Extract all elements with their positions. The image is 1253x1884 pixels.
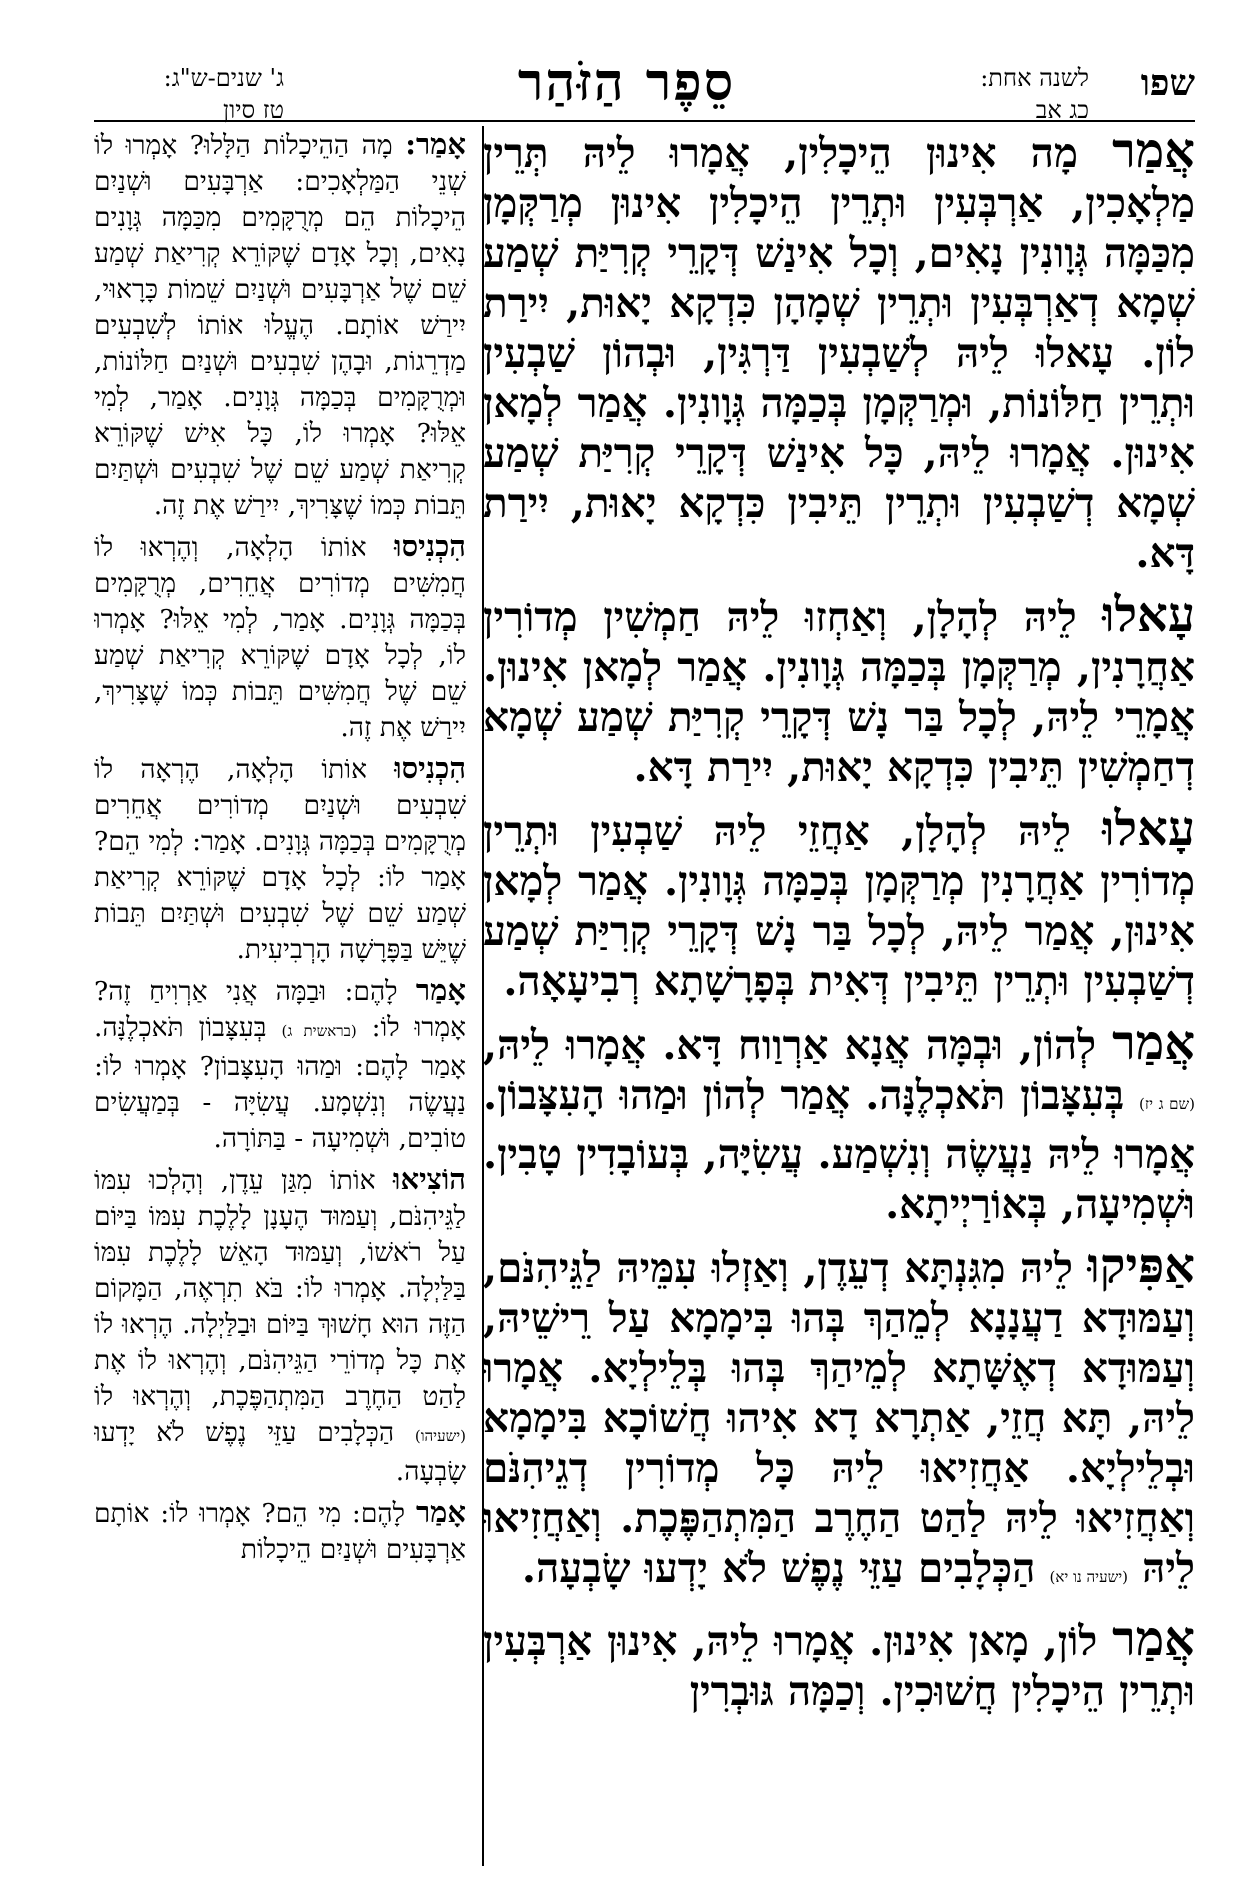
paragraph-lead-word: עָאלוּ (1102, 587, 1195, 643)
page-header (0, 0, 1253, 124)
one-year-schedule-label: לשנה אחת: (980, 64, 1089, 92)
paragraph-text: מָה אִינוּן הֵיכָלִין, אֲמָרוּ לֵיהּ תְּרֵין מַלְאָכִין, אַרְבְּעִין וּתְרֵין הֵיכָלִין אִינוּן מְרַקְּמָן מִכַּמָּה גְּוָונִין נָאִים, וְכָל אִינַשׁ דְּקָרֵי קְרִיַּת שְׁמַע שְׁמָא דְאַרְבְּעִין וּתְרֵין שְׁמָהָן כִּדְקָא יָאוּת, יִירַת לוֹן. עָאלוּ לֵיהּ לְשַׁבְעִין דַּרְגִּין, וּבְהוֹן שַׁבְעִין וּתְרֵין חַלּוֹנוֹת, וּמְרַקְּמָן בְּכַמָּה גְּוָונִין. אֲמַר לְמָאן אִינוּן. אֲמָרוּ לֵיהּ, כָּל אִינַשׁ דְּקָרֵי קְרִיַּת שְׁמַע שְׁמָא דְשַׁבְעִין וּתְרֵין תֵּיבִין כִּדְקָא יָאוּת, יִירַת דָּא. (483, 129, 1195, 577)
paragraph-text-continued: הַכְּלָבִים עַזֵּי נֶפֶשׁ לֹא יָדְעוּ שָׂבְעָה. (521, 1544, 1036, 1592)
paragraph-text: מָה הַהֵיכָלוֹת הַלָּלוּ? אָמְרוּ לוֹ שְׁנֵי הַמַּלְאָכִים: אַרְבָּעִים וּשְׁנַיִם הֵיכָלוֹת הֵם מְרֻקָּמִים מִכַּמָּה גְּוָנִים נָאִים, וְכָל אָדָם שֶׁקּוֹרֵא קְרִיאַת שְׁמַע שֵׁם שֶׁל אַרְבָּעִים וּשְׁנַיִם שֵׁמוֹת כָּרָאוּי, יִירַשׁ אוֹתָם. הֶעֱלוּ אוֹתוֹ לְשִׁבְעִים מַדְרֵגוֹת, וּבָהֶן שִׁבְעִים וּשְׁנַיִם חַלּוֹנוֹת, וּמְרֻקָּמִים בְּכַמָּה גְּוָנִים. אָמַר, לְמִי אֵלּוּ? אָמְרוּ לוֹ, כָּל אִישׁ שֶׁקּוֹרֵא קְרִיאַת שְׁמַע שֵׁם שֶׁל שִׁבְעִים וּשְׁתַּיִם תֵּבוֹת כְּמוֹ שֶׁצָּרִיךְ, יִירַשׁ אֶת זֶה. (94, 130, 466, 521)
paragraph-lead-word: אָמַר: (405, 127, 466, 161)
aramaic-paragraph (483, 587, 1195, 792)
aramaic-paragraph (483, 1015, 1195, 1229)
paragraph-text: לוֹן, מָאן אִינוּן. אֲמָרוּ לֵיהּ, אִינוּן אַרְבְּעִין וּתְרֵין הֵיכָלִין חֲשׁוּכִין. וְכַמָּה גּוּבְרִין (483, 1617, 1195, 1715)
paragraph-text: אוֹתוֹ הָלְאָה, הֶרְאָה לוֹ שִׁבְעִים וּשְׁנַיִם מְדוֹרִים אֲחֵרִים מְרֻקָּמִים בְּכַמָּה גְּוָנִים. אָמַר: לְמִי הֵם? אָמַר לוֹ: לְכָל אָדָם שֶׁקּוֹרֵא קְרִיאַת שְׁמַע שֵׁם שֶׁל שִׁבְעִים וּשְׁתַּיִם תֵּבוֹת שֶׁיֵּשׁ בַּפָּרָשָׁה הָרְבִיעִית. (94, 754, 466, 965)
translation-paragraph (94, 750, 466, 968)
verse-reference: (בראשית ג) (281, 1022, 357, 1040)
paragraph-text: לֵיהּ מִגִּנְתָּא דְעֵדֶן, וְאַזְלוּ עִמֵּיהּ לַגֵּיהִנֹּם, וְעַמּוּדָא דַעֲנָנָא לְמֵהַךְ בְּהוּ בִּימָמָא עַל רֵישֵׁיהּ, וְעַמּוּדָא דְאֶשָּׁתָא לְמֵיהַךְ בְּהוּ בְּלֵילְיָא. אֲמָרוּ לֵיהּ, תָּא חֲזֵי, אַתְרָא דָא אִיהוּ חֲשׁוֹכָא בִּימָמָא וּבְלֵילְיָא. אַחֲזִיאוּ לֵיהּ כָּל מְדוֹרִין דְגֵיהִנֹּם וְאַחֲזִיאוּ לֵיהּ לַהַט הַחֶרֶב הַמִּתְהַפֶּכֶת. וְאַחֲזִיאוּ לֵיהּ (483, 1244, 1195, 1592)
hebrew-translation-column (94, 126, 466, 1866)
paragraph-lead-word: הוֹצִיאוּ (393, 1162, 466, 1196)
paragraph-lead-word: הִכְנִיסוּ (394, 529, 466, 563)
paragraph-lead-word: אָמַר (415, 973, 466, 1007)
aramaic-paragraph (483, 126, 1195, 578)
translation-paragraph (94, 1161, 466, 1490)
paragraph-text: לֵיהּ לְהָלָן, וְאַחְזוּ לֵיהּ חַמְשִׁין מְדוֹרִין אַחֲרָנִין, מְרַקְּמָן בְּכַמָּה גְּוָונִין. אֲמַר לְמָאן אִינוּן. אֲמָרֵי לֵיהּ, לְכָל בַּר נָשׁ דְּקָרֵי קְרִיַּת שְׁמַע שְׁמָא דְחַמְשִׁין תֵּיבִין כִּדְקָא יָאוּת, יִירַת דָּא. (483, 593, 1195, 791)
paragraph-lead-word: אֲמַר (1112, 1611, 1195, 1667)
paragraph-text: לָהֶם: מִי הֵם? אָמְרוּ לוֹ: אוֹתָם אַרְבָּעִים וּשְׁנַיִם הֵיכָלוֹת (94, 1498, 466, 1565)
verse-reference: (ישעיה נו יא) (1049, 1568, 1129, 1586)
header-rule (94, 120, 1195, 122)
three-year-schedule-date: טז סיון (222, 96, 284, 124)
column-separator (482, 126, 484, 1866)
paragraph-text: אוֹתוֹ מִגַּן עֵדֶן, וְהָלְכוּ עִמּוֹ לַגֵּיהִנֹּם, וְעַמּוּד הֶעָנָן לָלֶכֶת עִמּוֹ בַּיּוֹם עַל רֹאשׁוֹ, וְעַמּוּד הָאֵשׁ לָלֶכֶת עִמּוֹ בַּלַּיְלָה. אָמְרוּ לוֹ: בֹּא תִרְאֶה, הַמָּקוֹם הַזֶּה הוּא חָשׁוּךְ בַּיּוֹם וּבַלַּיְלָה. הֶרְאוּ לוֹ אֶת כָּל מְדוֹרֵי הַגֵּיהִנֹּם, וְהֶרְאוּ לוֹ אֶת לַהַט הַחֶרֶב הַמִּתְהַפֶּכֶת, וְהֶרְאוּ לוֹ (94, 1165, 466, 1412)
paragraph-text-continued: בְּעִצָּבוֹן תֹּאכְלֶנָּה. אָמַר לָהֶם: וּמַהוּ הָעִצָּבוֹן? אָמְרוּ לוֹ: נַעֲשֶׂה וְנִשְׁמָע. עֲשִׂיָּה - בְּמַעֲשִׂים טוֹבִים, וּשְׁמִיעָה - בַּתּוֹרָה. (94, 1012, 466, 1154)
paragraph-text: אוֹתוֹ הָלְאָה, וְהֶרְאוּ לוֹ חֲמִשִּׁים מְדוֹרִים אֲחֵרִים, מְרֻקָּמִים בְּכַמָּה גְּוָנִים. אָמַר, לְמִי אֵלּוּ? אָמְרוּ לוֹ, לְכָל אָדָם שֶׁקּוֹרֵא קְרִיאַת שְׁמַע שֵׁם שֶׁל חֲמִשִּׁים תֵּבוֹת כְּמוֹ שֶׁצָּרִיךְ, יִירַשׁ אֶת זֶה. (94, 532, 466, 743)
book-title: סֵפֶר הַזֹּהַר (517, 52, 736, 113)
aramaic-paragraph (483, 1238, 1195, 1602)
three-year-schedule (94, 62, 284, 126)
paragraph-text: לָהֶם: וּבַמָּה אֲנִי אַרְוִיחַ זֶה? אָמְרוּ לוֹ: (94, 976, 466, 1043)
three-year-schedule-label: ג' שנים-ש"ג: (163, 64, 284, 92)
translation-paragraph (94, 528, 466, 746)
aramaic-text-column (483, 126, 1195, 1866)
paragraph-text: לֵיהּ לְהָלָן, אַחֲזֵי לֵיהּ שַׁבְעִין וּתְרֵין מְדוֹרִין אַחֲרָנִין מְרַקְּמָן בְּכַמָּה גְּוָונִין. אֲמַר לְמָאן אִינוּן, אֲמַר לֵיהּ, לְכָל בַּר נָשׁ דְּקָרֵי קְרִיַּת שְׁמַע דְשַׁבְעִין וּתְרֵין תֵּיבִין דְּאִית בְּפָרָשָׁתָא רְבִיעָאָה. (483, 807, 1195, 1005)
paragraph-lead-word: אַפִּיקוּ (1087, 1238, 1195, 1294)
aramaic-paragraph (483, 1611, 1195, 1716)
paragraph-lead-word: אֲמַר (1112, 126, 1195, 179)
paragraph-lead-word: אָמַר (415, 1495, 466, 1529)
paragraph-lead-word: עָאלוּ (1102, 801, 1195, 857)
paragraph-lead-word: אֲמַר (1112, 1015, 1195, 1071)
translation-paragraph (94, 126, 466, 524)
translation-paragraph (94, 972, 466, 1157)
one-year-schedule-date: כג אב (1035, 96, 1089, 124)
paragraph-text-continued: הַכְּלָבִים עַזֵּי נֶפֶשׁ לֹא יָדְעוּ שָׂבְעָה. (94, 1417, 466, 1487)
paragraph-lead-word: הִכְנִיסוּ (394, 751, 466, 785)
translation-paragraph (94, 1494, 466, 1568)
page-number: שפו (1140, 62, 1195, 104)
paragraph-text: לְהוֹן, וּבְמָּה אֲנָא אַרְוַוח דָּא. אֲמָרוּ לֵיהּ, (483, 1021, 1097, 1069)
verse-reference: (שם ג יז) (1139, 1095, 1195, 1113)
paragraph-text-continued: בְּעִצָּבוֹן תֹּאכְלֶנָּה. אֲמַר לְהוֹן וּמַהוּ הָעִצָּבוֹן. אֲמָרוּ לֵיהּ נַעֲשֶׂה וְנִשְׁמַע. עֲשִׂיָּה, בְּעוֹבָדִין טָבִין. וּשְׁמִיעָה, בְּאוֹרַיְיתָא. (483, 1071, 1195, 1228)
verse-reference: (ישעיהו) (414, 1427, 466, 1445)
aramaic-paragraph (483, 801, 1195, 1006)
